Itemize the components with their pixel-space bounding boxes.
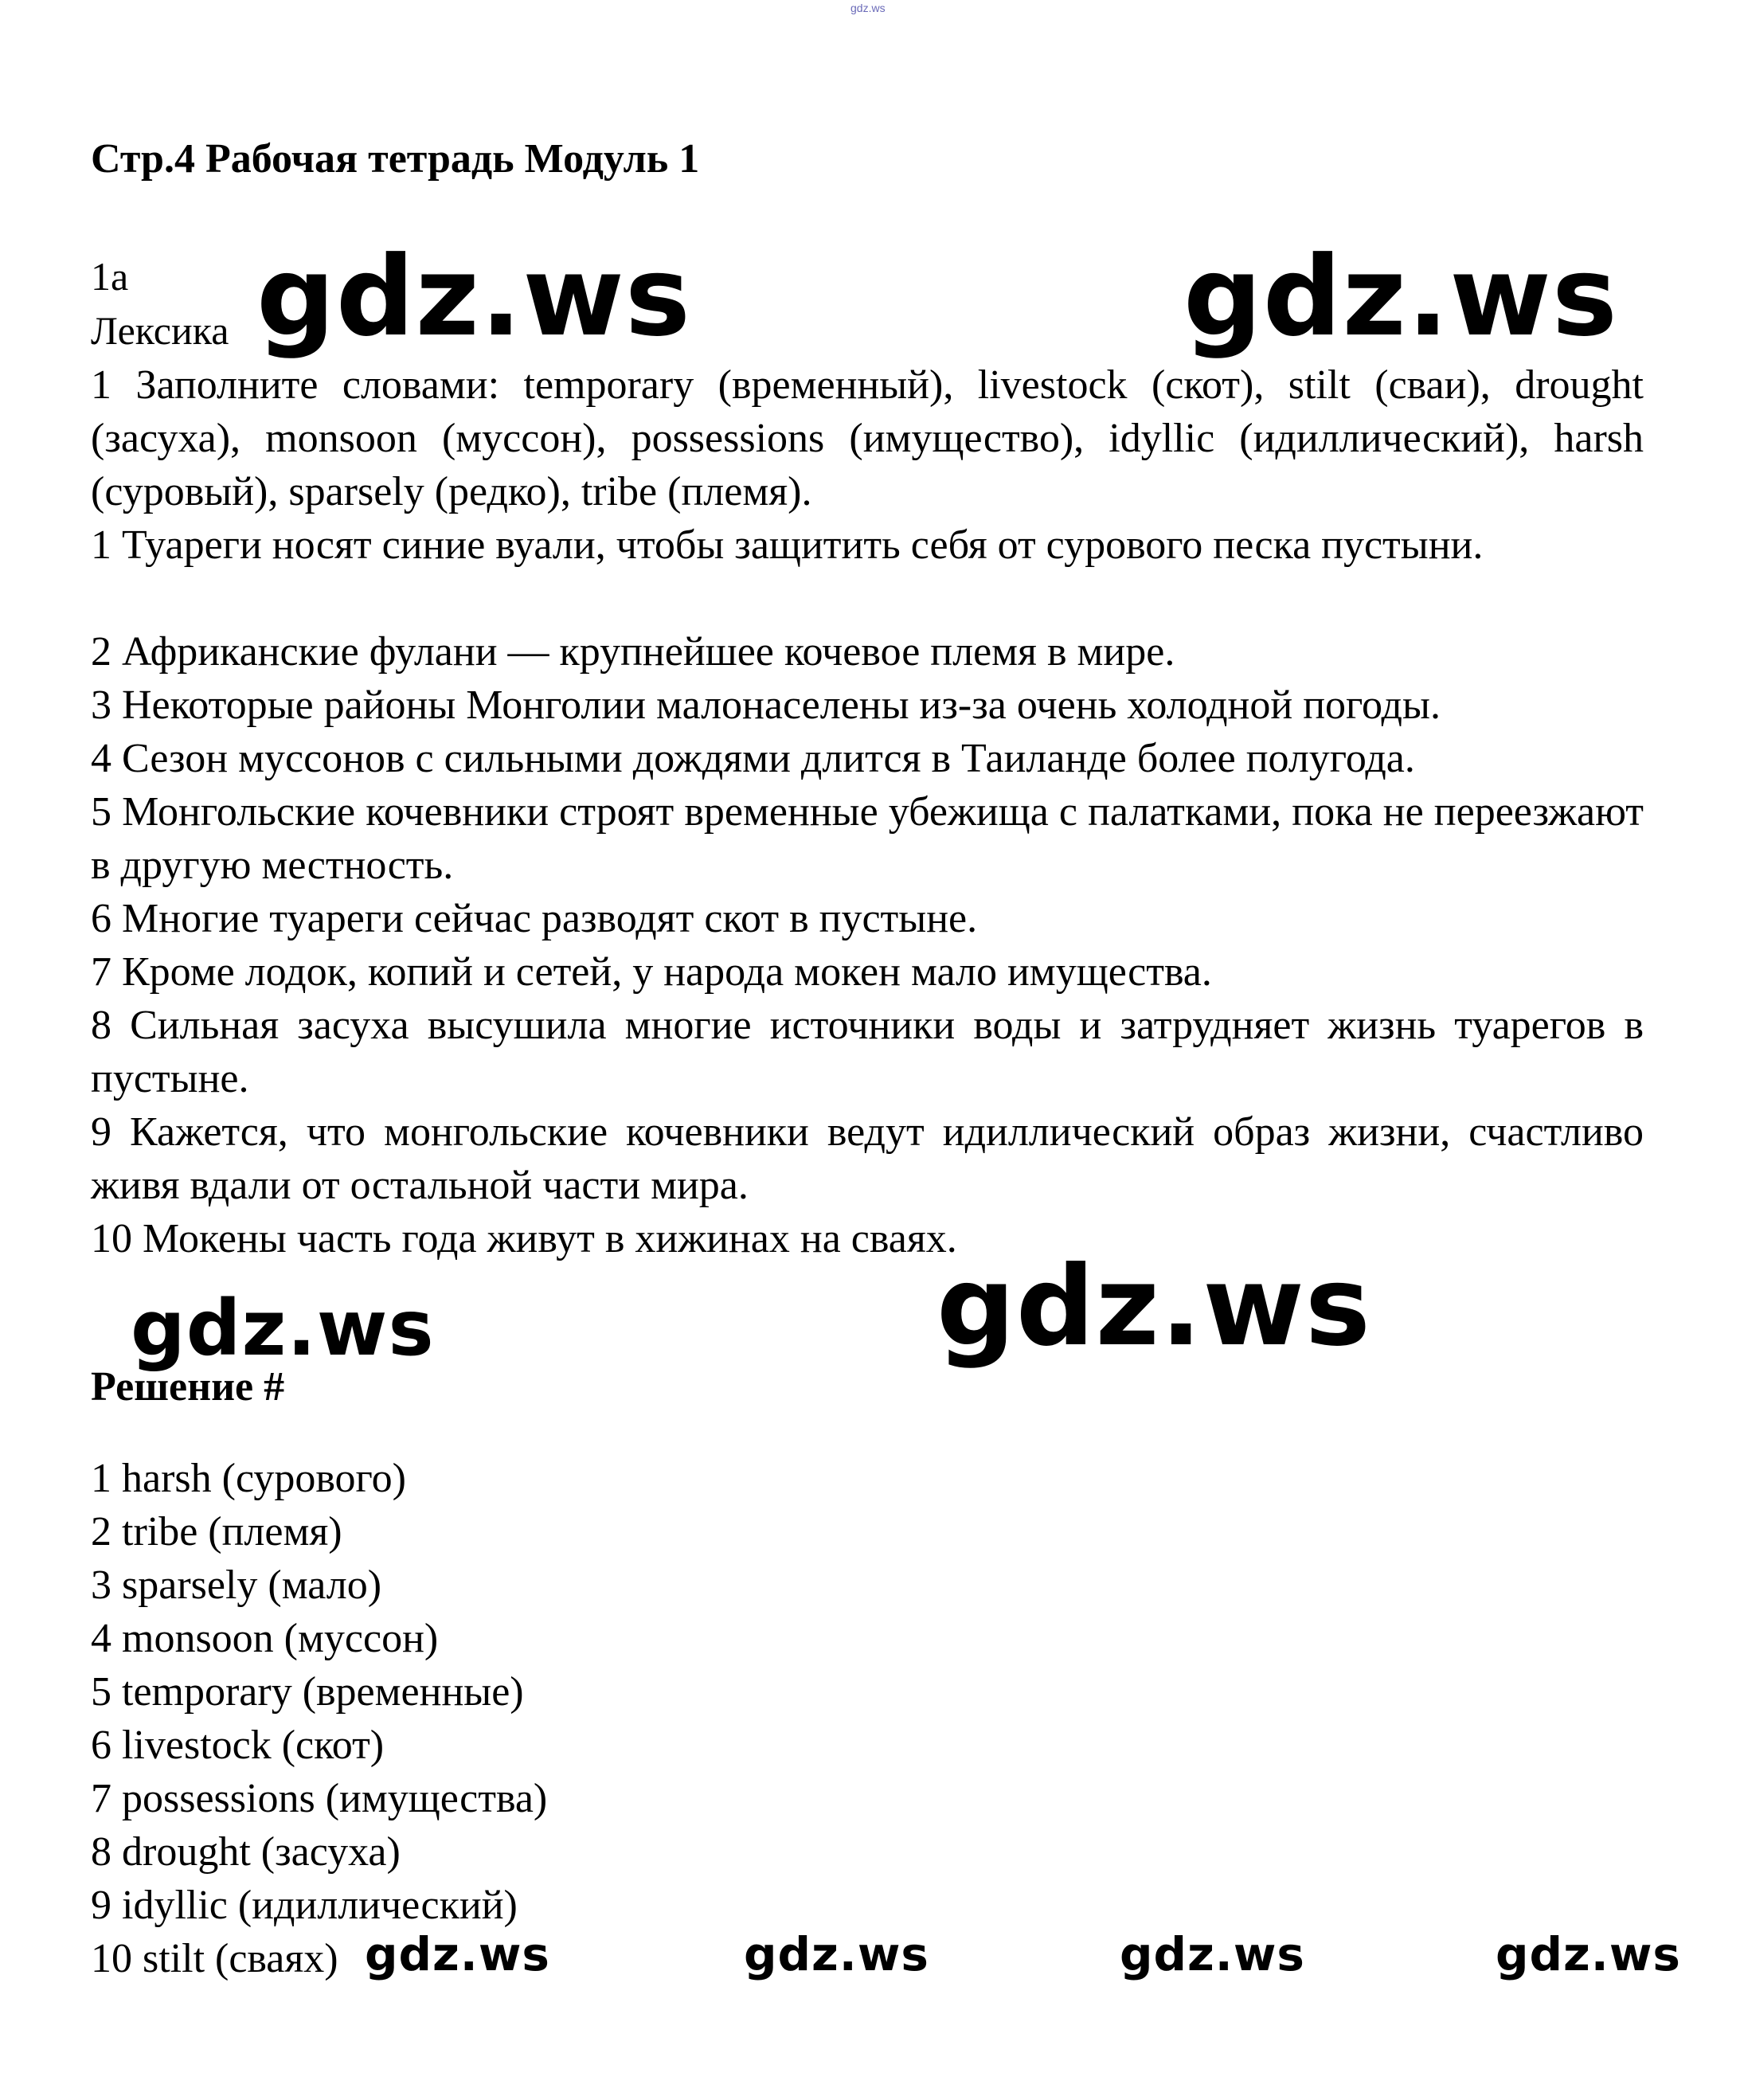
answer-item: 6 livestock (скот) <box>91 1723 385 1768</box>
watermark: gdz.ws <box>1496 1927 1681 1981</box>
answer-item: 3 sparsely (мало) <box>91 1562 382 1608</box>
answer-list <box>91 1452 547 1985</box>
section-number: 1a <box>91 254 129 299</box>
sentence-10: 10 Мокены часть года живут в хижинах на сваях. <box>91 1216 957 1261</box>
sentence-9: 9 Кажется, что монгольские кочевники ведут идиллический образ жизни, счастливо живя вдали от остальной части мира. <box>91 1109 1644 1208</box>
watermark: gdz.ws <box>131 1284 435 1373</box>
answer-item: 8 drought (засуха) <box>91 1829 401 1875</box>
sentence-8: 8 Сильная засуха высушила многие источники воды и затрудняет жизнь туарегов в пустыне. <box>91 1003 1644 1101</box>
sentence-3: 3 Некоторые районы Монголии малонаселены из-за очень холодной погоды. <box>91 682 1441 728</box>
task-instruction: 1 Заполните словами: temporary (временный), livestock (скот), stilt (сваи), drought (засуха), monsoon (муссон), possessions (имущество), idyllic (идиллический), harsh (суровый), sparsely (редко), tribe (племя). <box>91 362 1644 514</box>
watermark: gdz.ws <box>256 233 691 361</box>
watermark: gdz.ws <box>1183 233 1618 361</box>
answer-item: 7 possessions (имущества) <box>91 1776 548 1821</box>
watermark: gdz.ws <box>365 1927 550 1981</box>
answer-item: 9 idyllic (идиллический) <box>91 1883 518 1928</box>
section-name: Лексика <box>91 308 229 353</box>
answer-item: 5 temporary (временные) <box>91 1669 524 1715</box>
answer-item: 4 monsoon (муссон) <box>91 1616 439 1661</box>
watermark: gdz.ws <box>1120 1927 1305 1981</box>
answer-item: 1 harsh (сурового) <box>91 1456 406 1501</box>
sentence-4: 4 Сезон муссонов с сильными дождями длится в Таиланде более полугода. <box>91 736 1415 781</box>
solution-title: Решение # <box>91 1364 285 1410</box>
answer-item: 10 stilt (сваях) <box>91 1936 338 1981</box>
sentence-6: 6 Многие туареги сейчас разводят скот в пустыне. <box>91 896 978 941</box>
sentence-5: 5 Монгольские кочевники строят временные убежища с палатками, пока не переезжают в другую местность. <box>91 789 1644 888</box>
top-watermark: gdz.ws <box>850 2 886 14</box>
answer-item: 2 tribe (племя) <box>91 1509 342 1554</box>
page-title: Стр.4 Рабочая тетрадь Модуль 1 <box>91 136 700 182</box>
watermark: gdz.ws <box>744 1927 929 1981</box>
sentence-7: 7 Кроме лодок, копий и сетей, у народа мокен мало имущества. <box>91 949 1212 995</box>
sentence-1: 1 Туареги носят синие вуали, чтобы защитить себя от сурового песка пустыни. <box>91 522 1484 568</box>
watermark: gdz.ws <box>936 1242 1371 1371</box>
sentence-2: 2 Африканские фулани — крупнейшее кочевое племя в мире. <box>91 629 1175 675</box>
